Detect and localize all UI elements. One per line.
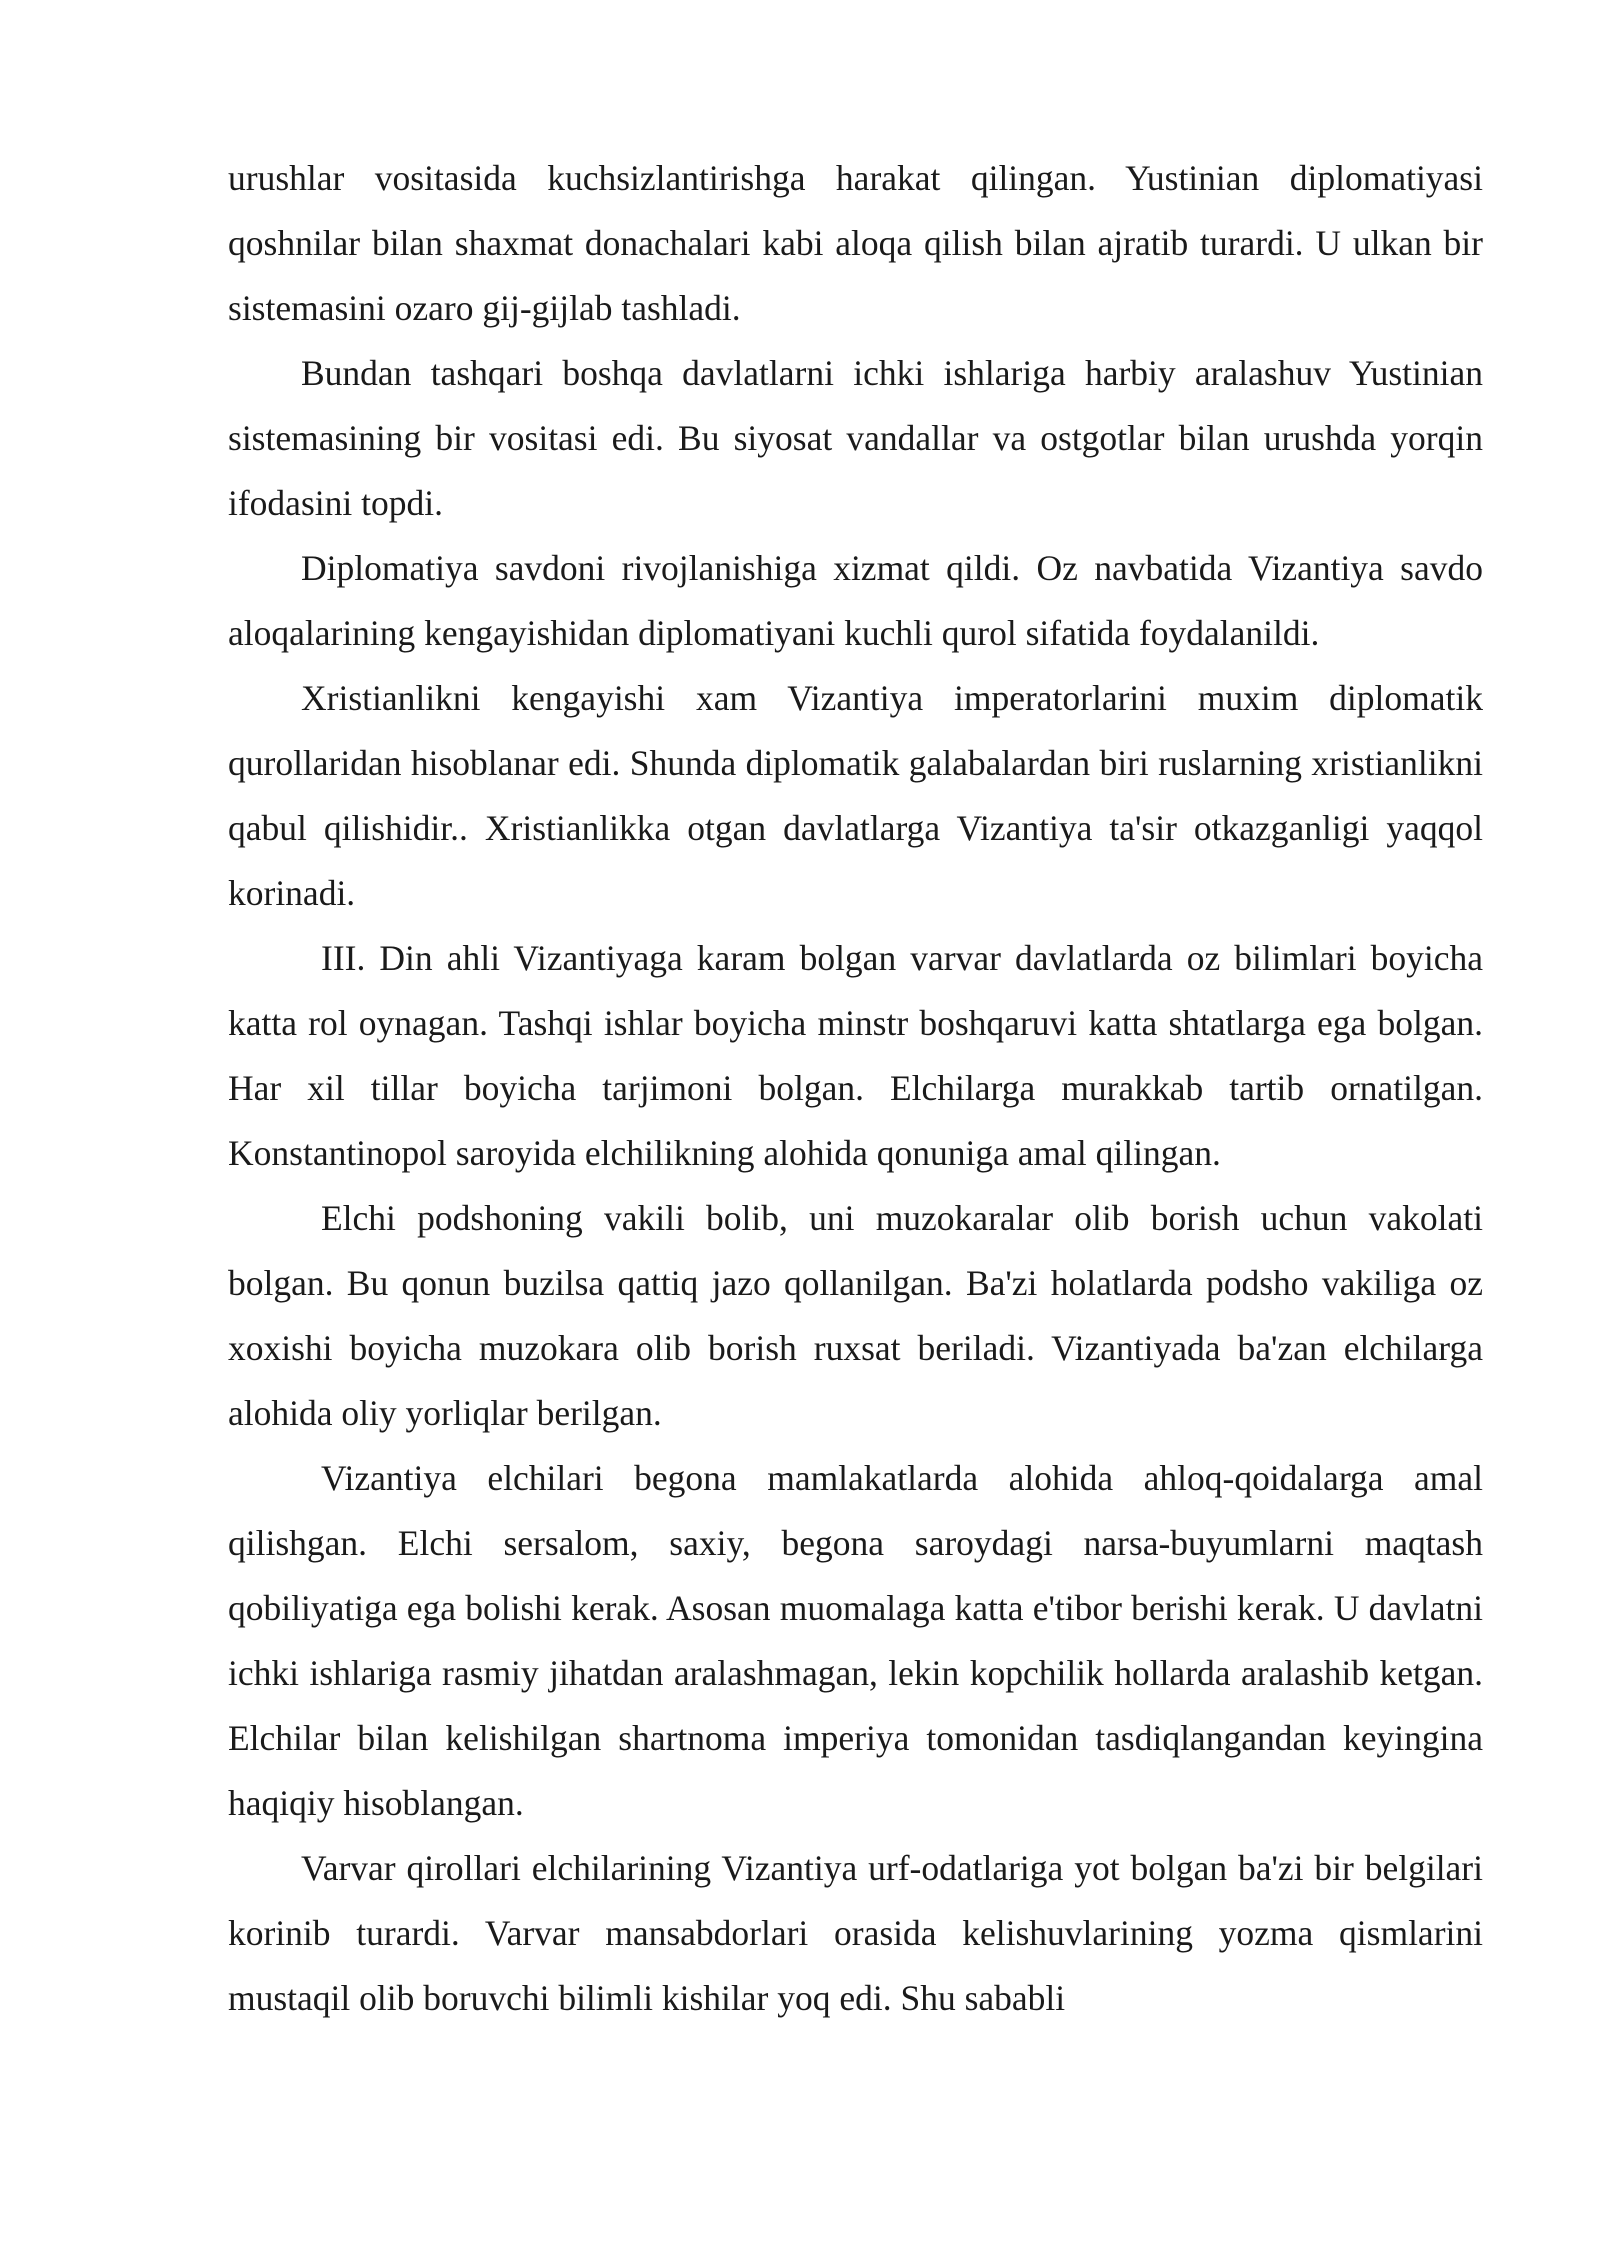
paragraph-5: III. Din ahli Vizantiyaga karam bolgan varvar davlatlarda oz bilimlari boyicha katta rol oynagan. Tashqi ishlar boyicha minstr boshqaruvi katta shtatlarga ega bolgan. Har xil tillar boyicha tarjimoni bolgan. Elchilarga murakkab tartib ornatilgan. Konstantinopol saroyida elchilikning alohida qonuniga amal qilingan. (228, 938, 1483, 1173)
paragraph-2: Bundan tashqari boshqa davlatlarni ichki ishlariga harbiy aralashuv Yustinian sistemasining bir vositasi edi. Bu siyosat vandallar va ostgotlar bilan urushda yorqin ifodasini topdi. (228, 353, 1483, 523)
paragraph-7: Vizantiya elchilari begona mamlakatlarda alohida ahloq-qoidalarga amal qilishgan. Elchi sersalom, saxiy, begona saroydagi narsa-buyumlarni maqtash qobiliyatiga ega bolishi kerak. Asosan muomalaga katta e'tibor berishi kerak. U davlatni ichki ishlariga rasmiy jihatdan aralashmagan, lekin kopchilik hollarda aralashib ketgan. Elchilar bilan kelishilgan shartnoma imperiya tomonidan tasdiqlangandan keyingina haqiqiy hisoblangan. (228, 1458, 1483, 1823)
paragraph-8: Varvar qirollari elchilarining Vizantiya urf-odatlariga yot bolgan ba'zi bir belgilari korinib turardi. Varvar mansabdorlari orasida kelishuvlarining yozma qismlarini mustaqil olib boruvchi bilimli kishilar yoq edi. Shu sababli (228, 1848, 1483, 2018)
paragraph-4: Xristianlikni kengayishi xam Vizantiya imperatorlarini muxim diplomatik qurollaridan hisoblanar edi. Shunda diplomatik galabalardan biri ruslarning xristianlikni qabul qilishidir.. Xristianlikka otgan davlatlarga Vizantiya ta'sir otkazganligi yaqqol korinadi. (228, 678, 1483, 913)
paragraph-1: urushlar vositasida kuchsizlantirishga harakat qilingan. Yustinian diplomatiyasi qoshnilar bilan shaxmat donachalari kabi aloqa qilish bilan ajratib turardi. U ulkan bir sistemasini ozaro gij-gijlab tashladi. (228, 158, 1483, 328)
paragraph-6: Elchi podshoning vakili bolib, uni muzokaralar olib borish uchun vakolati bolgan. Bu qonun buzilsa qattiq jazo qollanilgan. Ba'zi holatlarda podsho vakiliga oz xoxishi boyicha muzokara olib borish ruxsat beriladi. Vizantiyada ba'zan elchilarga alohida oliy yorliqlar berilgan. (228, 1198, 1483, 1433)
paragraph-3: Diplomatiya savdoni rivojlanishiga xizmat qildi. Oz navbatida Vizantiya savdo aloqalarining kengayishidan diplomatiyani kuchli qurol sifatida foydalanildi. (228, 548, 1483, 653)
document-body (228, 146, 1483, 2031)
